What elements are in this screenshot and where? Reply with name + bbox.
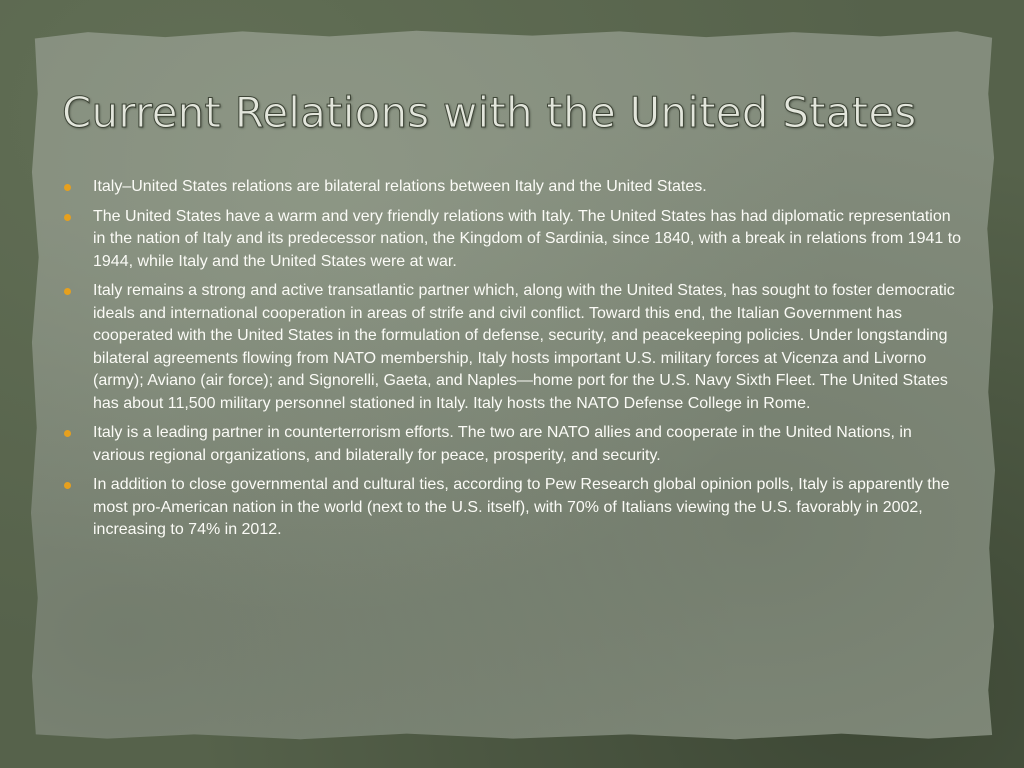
bullet-list: [62, 176, 962, 542]
bullet-text: Italy–United States relations are bilateral relations between Italy and the United States.: [93, 178, 707, 195]
bullet-text: Italy remains a strong and active transatlantic partner which, along with the United States, has sought to foster democratic ideals and international cooperation in areas of strife and civil conflict. Toward this end, the Italian Government has cooperated with the United States in the formulation of defense, security, and peacekeeping policies. Under longstanding bilateral agreements flowing from NATO membership, Italy hosts important U.S. military forces at Vicenza and Livorno (army); Aviano (air force); and Signorelli, Gaeta, and Naples—home port for the U.S. Navy Sixth Fleet. The United States has about 11,500 military personnel stationed in Italy. Italy hosts the NATO Defense College in Rome.: [93, 282, 955, 412]
bullet-item: [62, 422, 962, 467]
bullet-dot-icon: [64, 288, 71, 295]
bullet-text: The United States have a warm and very friendly relations with Italy. The United States has had diplomatic representation in the nation of Italy and its predecessor nation, the Kingdom of Sardinia, since 1840, with a break in relations from 1941 to 1944, while Italy and the United States were at war.: [93, 207, 962, 270]
bullet-dot-icon: [64, 482, 71, 489]
bullet-item: [62, 474, 962, 542]
slide-title: Current Relations with the United States: [62, 88, 917, 137]
bullet-item: [62, 206, 962, 274]
bullet-text: Italy is a leading partner in counterterrorism efforts. The two are NATO allies and cooperate in the United Nations, in various regional organizations, and bilaterally for peace, prosperity, and security.: [93, 424, 912, 464]
bullet-item: [62, 176, 962, 199]
bullet-text: In addition to close governmental and cultural ties, according to Pew Research global opinion polls, Italy is apparently the most pro-American nation in the world (next to the U.S. itself), with 70% of Italians viewing the U.S. favorably in 2002, increasing to 74% in 2012.: [93, 476, 950, 538]
bullet-item: [62, 280, 962, 415]
slide-content: [62, 176, 962, 549]
bullet-dot-icon: [64, 184, 71, 191]
bullet-dot-icon: [64, 214, 71, 221]
bullet-dot-icon: [64, 430, 71, 437]
